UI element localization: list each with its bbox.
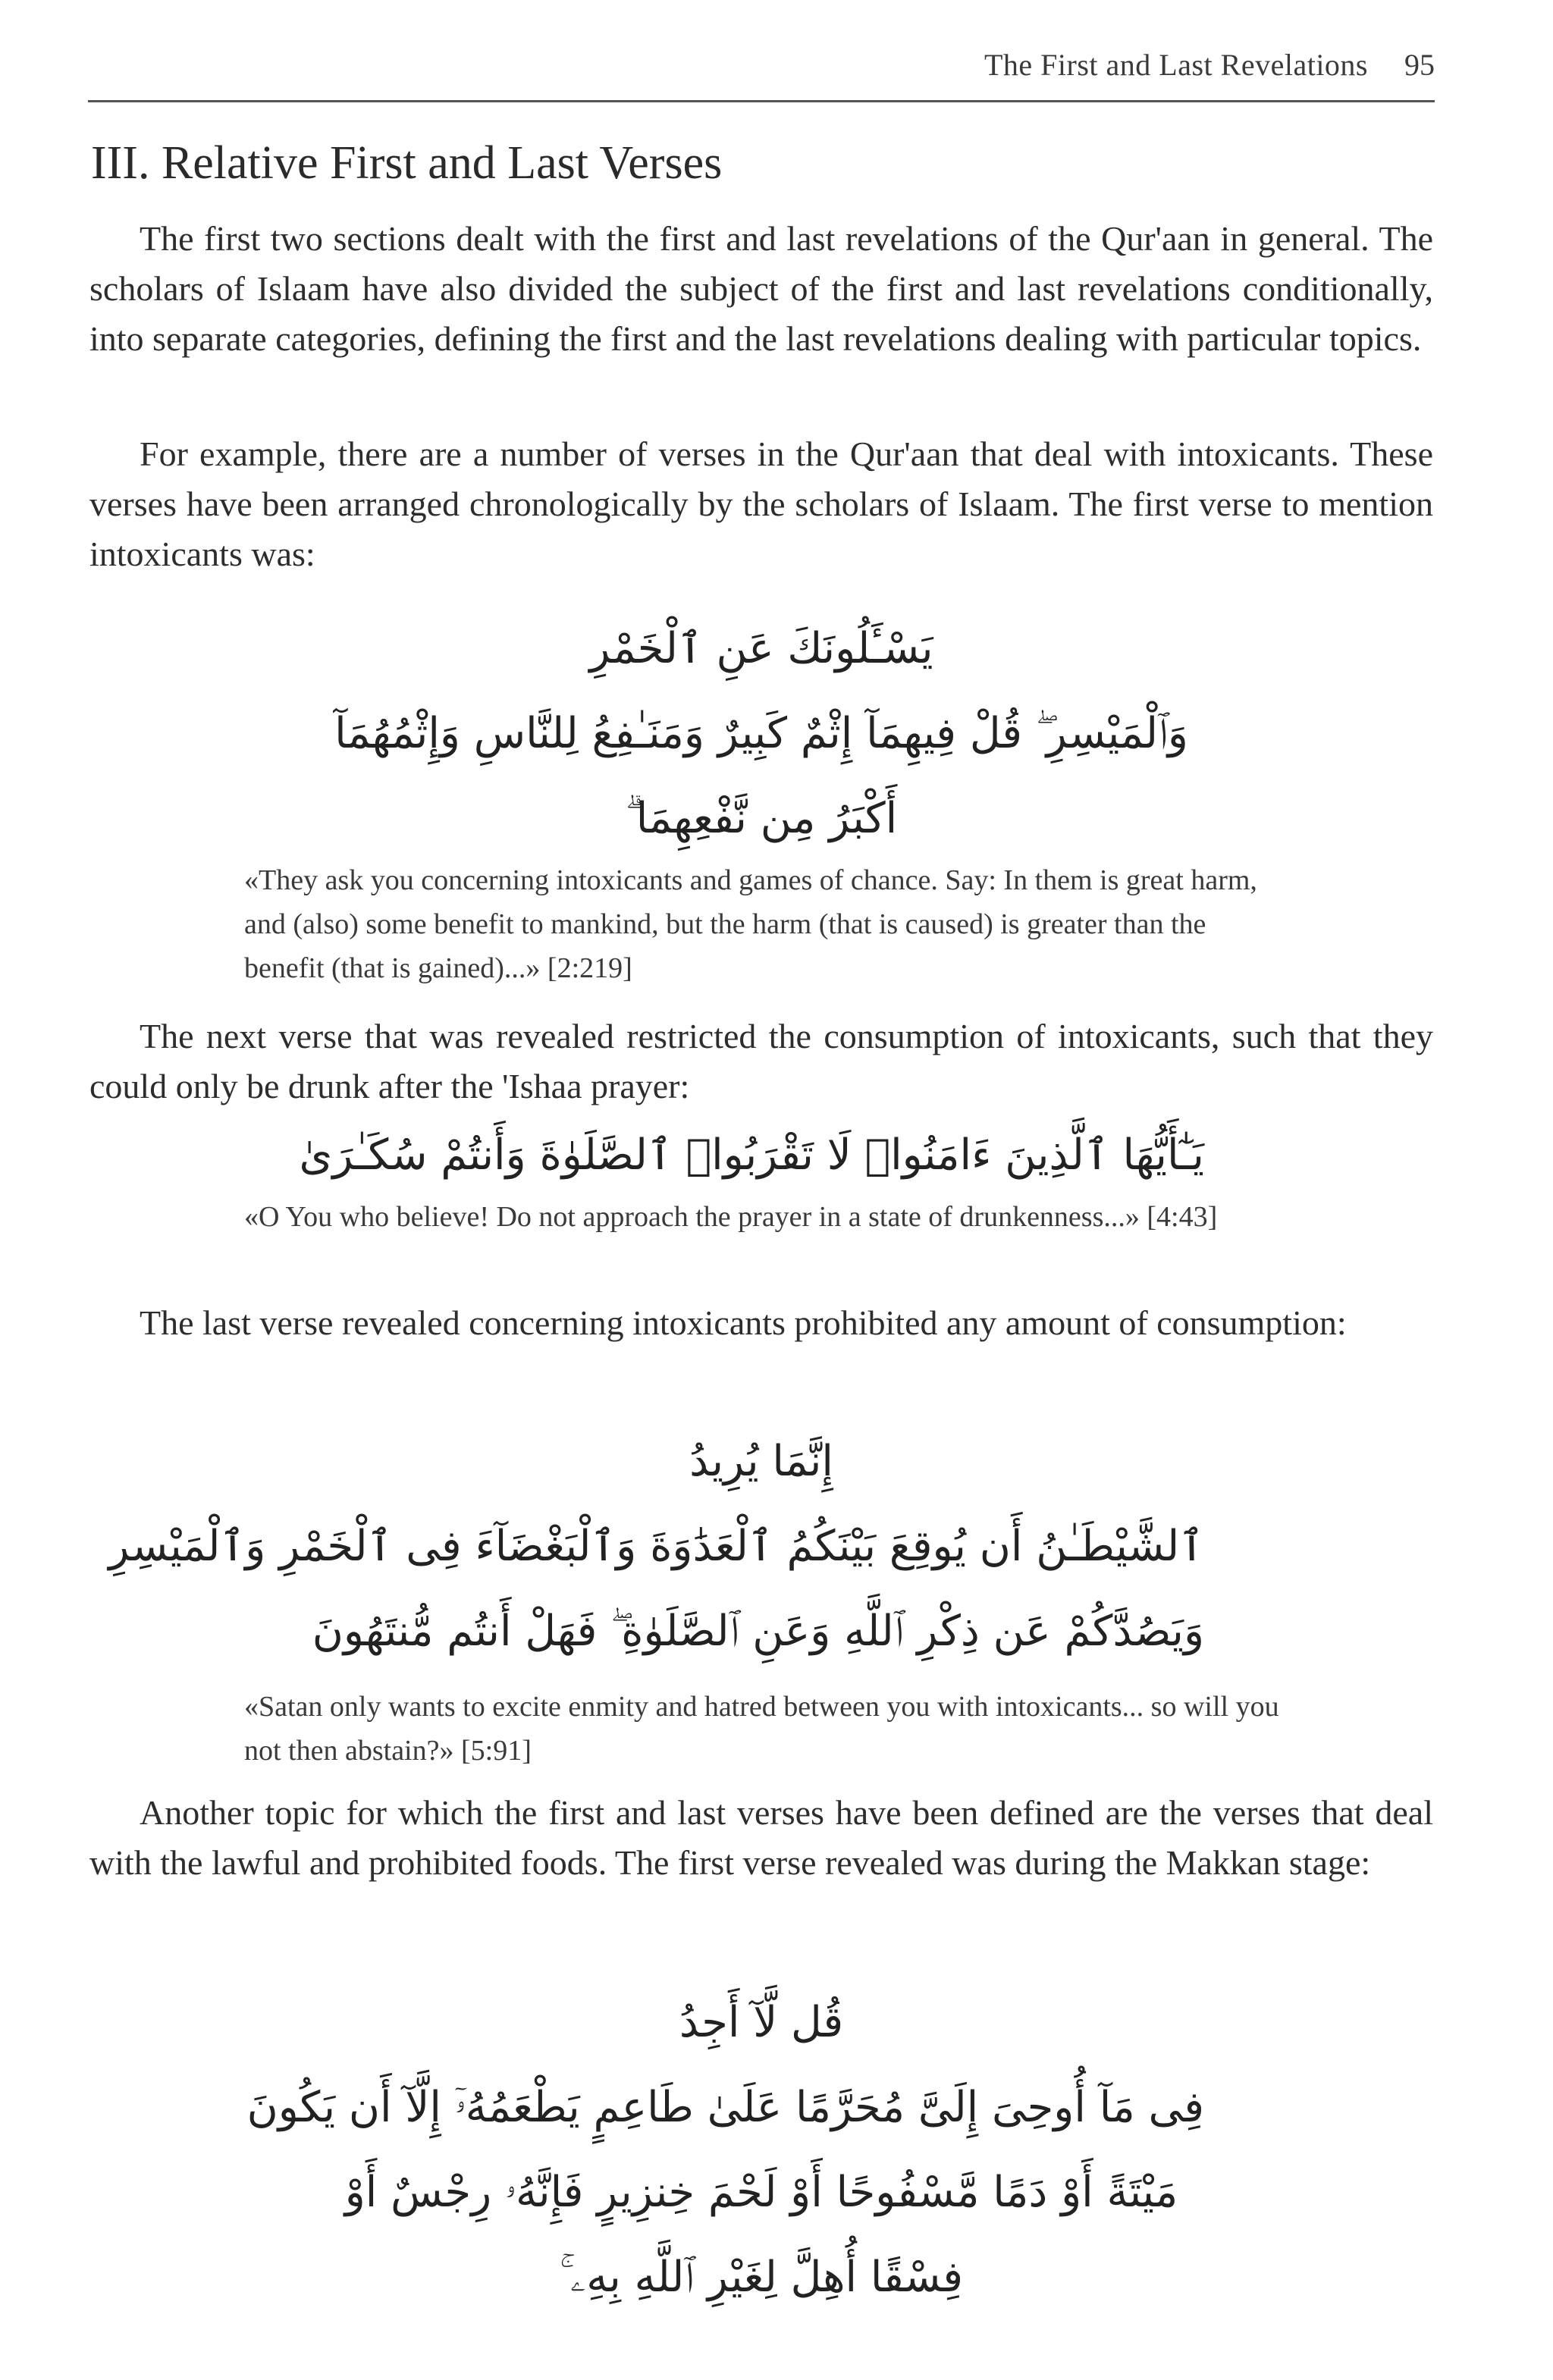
- paragraph-intoxicants-example: For example, there are a number of verses in the Qur'aan that deal with intoxicants. These verses have been arranged chronologically by the scholars of Islaam. The first verse to mention intoxicants was:: [89, 434, 1433, 573]
- paragraph-next-verse: The next verse that was revealed restricted the consumption of intoxicants, such that they could only be drunk after the 'Ishaa prayer:: [89, 1017, 1433, 1105]
- paragraph-intro: The first two sections dealt with the first and last revelations of the Qur'aan in general. The scholars of Islaam have also divided the subject of the first and last revelations conditionally, into separate categories, defining the first and the last revelations dealing with particular topics.: [89, 219, 1433, 358]
- page-number: 95: [1404, 48, 1435, 82]
- arabic-verse-5-91: [108, 1419, 1204, 1674]
- translation-4-43: «O You who believe! Do not approach the prayer in a state of drunkenness...» [4:43]: [244, 1201, 1218, 1233]
- arabic-line: أَكْبَرُ مِن نَّفْعِهِمَا ۗ: [625, 794, 898, 843]
- arabic-verse-2-219: [318, 607, 1204, 861]
- arabic-line: ٱلشَّيْطَـٰنُ أَن يُوقِعَ بَيْنَكُمُ ٱلْعَدَٰوَةَ وَٱلْبَغْضَآءَ فِى ٱلْخَمْرِ وَٱلْمَيْسِرِ: [108, 1522, 1204, 1571]
- paragraph-foods: Another topic for which the first and last verses have been defined are the verses that deal with the lawful and prohibited foods. The first verse revealed was during the Makkan stage:: [89, 1793, 1433, 1882]
- translation-5-91: «Satan only wants to excite enmity and hatred between you with intoxicants... so will you not then abstain?» [5:91]: [244, 1691, 1279, 1767]
- arabic-line: يَـٰٓأَيُّهَا ٱلَّذِينَ ءَامَنُوا۟ لَا تَقْرَبُوا۟ ٱلصَّلَوٰةَ وَأَنتُمْ سُكَـٰرَىٰ: [299, 1130, 1204, 1180]
- arabic-line: مَيْتَةً أَوْ دَمًا مَّسْفُوحًا أَوْ لَحْمَ خِنزِيرٍ فَإِنَّهُۥ رِجْسٌ أَوْ: [344, 2168, 1178, 2217]
- section-heading: III. Relative First and Last Verses: [91, 137, 723, 189]
- paragraph-last-verse: The last verse revealed concerning intoxicants prohibited any amount of consumption:: [140, 1303, 1347, 1342]
- running-title: The First and Last Revelations: [984, 48, 1368, 82]
- arabic-verse-4-43: [299, 1113, 1204, 1198]
- arabic-line: وَٱلْمَيْسِرِ ۖ قُلْ فِيهِمَآ إِثْمٌ كَبِيرٌ وَمَنَـٰفِعُ لِلنَّاسِ وَإِثْمُهُمَآ: [334, 709, 1188, 758]
- arabic-line: وَيَصُدَّكُمْ عَن ذِكْرِ ٱللَّهِ وَعَنِ ٱلصَّلَوٰةِ ۖ فَهَلْ أَنتُم مُّنتَهُونَ: [312, 1607, 1204, 1656]
- arabic-line: فِسْقًا أُهِلَّ لِغَيْرِ ٱللَّهِ بِهِۦ ۚ: [559, 2253, 964, 2302]
- arabic-verse-foods: [246, 1980, 1204, 2320]
- arabic-line: إِنَّمَا يُرِيدُ: [689, 1437, 833, 1486]
- arabic-line: يَسْـَٔلُونَكَ عَنِ ٱلْخَمْرِ: [589, 624, 933, 673]
- arabic-line: فِى مَآ أُوحِىَ إِلَىَّ مُحَرَّمًا عَلَىٰ طَاعِمٍ يَطْعَمُهُۥٓ إِلَّآ أَن يَكُونَ: [246, 2083, 1204, 2132]
- running-header: [88, 47, 1435, 102]
- arabic-line: قُل لَّآ أَجِدُ: [679, 1998, 844, 2047]
- translation-2-219: «They ask you concerning intoxicants and games of chance. Say: In them is great harm, and (also) some benefit to mankind, but the harm (that is caused) is greater than the benefit (that is gained)...» [2:219]: [244, 864, 1257, 984]
